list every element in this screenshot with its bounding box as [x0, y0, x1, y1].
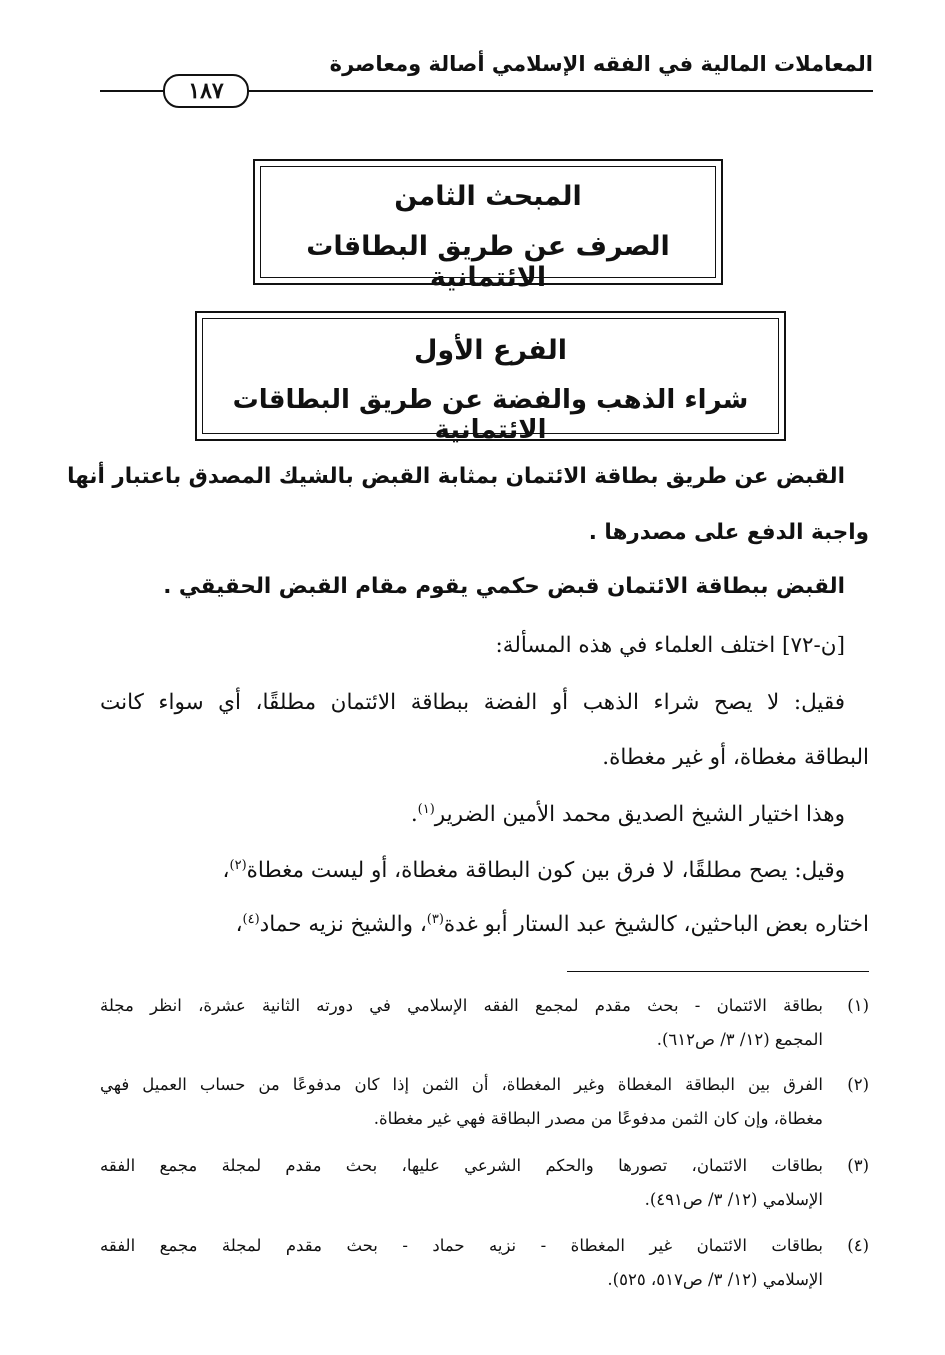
footnote-text-line-1: بطاقات الائتمان، تصورها والحكم الشرعي عليها، بحث مقدم لمجلة مجمع الفقه — [100, 1156, 823, 1175]
text-run: اختاره بعض الباحثين، كالشيخ عبد الستار أبو غدة — [443, 912, 869, 938]
paragraph-intro: [ن-٧٢] اختلف العلماء في هذه المسألة: — [495, 633, 845, 658]
footnote-text-line-1: الفرق بين البطاقة المغطاة وغير المغطاة، أن الثمن إذا كان مدفوعًا من حساب العميل فهي — [100, 1075, 823, 1094]
running-header-title: المعاملات المالية في الفقه الإسلامي أصالة ومعاصرة — [329, 52, 873, 76]
footnote-text-line-2: المجمع (١٢/ ٣/ ص٦١٢). — [656, 1030, 823, 1049]
text-run: . — [410, 802, 418, 828]
footnote-text-line-1: بطاقة الائتمان - بحث مقدم لمجمع الفقه الإسلامي في دورته الثانية عشرة، انظر مجلة — [100, 996, 823, 1015]
footnote-ref-1: (١) — [417, 802, 435, 817]
text-run: وهذا اختيار الشيخ الصديق محمد الأمين الضرير — [434, 802, 845, 828]
footnote-ref-3: (٣) — [426, 912, 444, 927]
branch-title: الفرع الأول — [413, 335, 568, 366]
paragraph-opinion-2-line-2 — [236, 912, 869, 937]
section-title: المبحث الثامن — [394, 181, 582, 212]
footnote-text-line-1: بطاقات الائتمان غير المغطاة - نزيه حماد - بحث مقدم لمجلة مجمع الفقه — [100, 1236, 823, 1255]
rule-line-3: القبض ببطاقة الائتمان قبض حكمي يقوم مقام القبض الحقيقي . — [163, 574, 845, 599]
footnote-text-line-2: الإسلامي (١٢/ ٣/ ص٥١٧، ٥٢٥). — [607, 1270, 823, 1289]
footnote-rule — [567, 971, 869, 972]
text-run: ، والشيخ نزيه حماد — [259, 912, 427, 938]
paragraph-opinion-1-attribution — [411, 802, 845, 827]
paragraph-opinion-1-line-2: البطاقة مغطاة، أو غير مغطاة. — [602, 745, 869, 770]
text-run: ، — [222, 858, 230, 884]
footnote-text-line-2: الإسلامي (١٢/ ٣/ ص٤٩١). — [644, 1190, 823, 1209]
footnote-text-line-2: مغطاة، وإن كان الثمن مدفوعًا من مصدر البطاقة فهي غير مغطاة. — [373, 1109, 823, 1128]
section-subtitle: الصرف عن طريق البطاقات الائتمانية — [306, 231, 670, 293]
page-number-badge: ١٨٧ — [163, 74, 249, 108]
section-title-frame — [253, 159, 723, 293]
rule-line-2: واجبة الدفع على مصدرها . — [588, 520, 869, 545]
footnote-number: (١) — [847, 996, 869, 1015]
footnote-ref-2: (٢) — [229, 858, 247, 873]
paragraph-opinion-2-line-1 — [223, 858, 845, 883]
footnote-number: (٣) — [847, 1156, 869, 1175]
branch-subtitle: شراء الذهب والفضة عن طريق البطاقات الائتمانية — [232, 385, 749, 445]
footnote-number: (٤) — [847, 1236, 869, 1255]
text-run: وقيل: يصح مطلقًا، لا فرق بين كون البطاقة مغطاة، أو ليست مغطاة — [246, 858, 845, 884]
footnote-number: (٢) — [847, 1075, 869, 1094]
rule-line-1: القبض عن طريق بطاقة الائتمان بمثابة القبض بالشيك المصدق باعتبار أنها — [67, 464, 845, 489]
text-run: ، — [235, 912, 243, 938]
footnote-ref-4: (٤) — [242, 912, 260, 927]
paragraph-opinion-1-line-1: فقيل: لا يصح شراء الذهب أو الفضة ببطاقة الائتمان مطلقًا، أي سواء كانت — [100, 690, 845, 715]
branch-title-frame — [195, 311, 786, 445]
